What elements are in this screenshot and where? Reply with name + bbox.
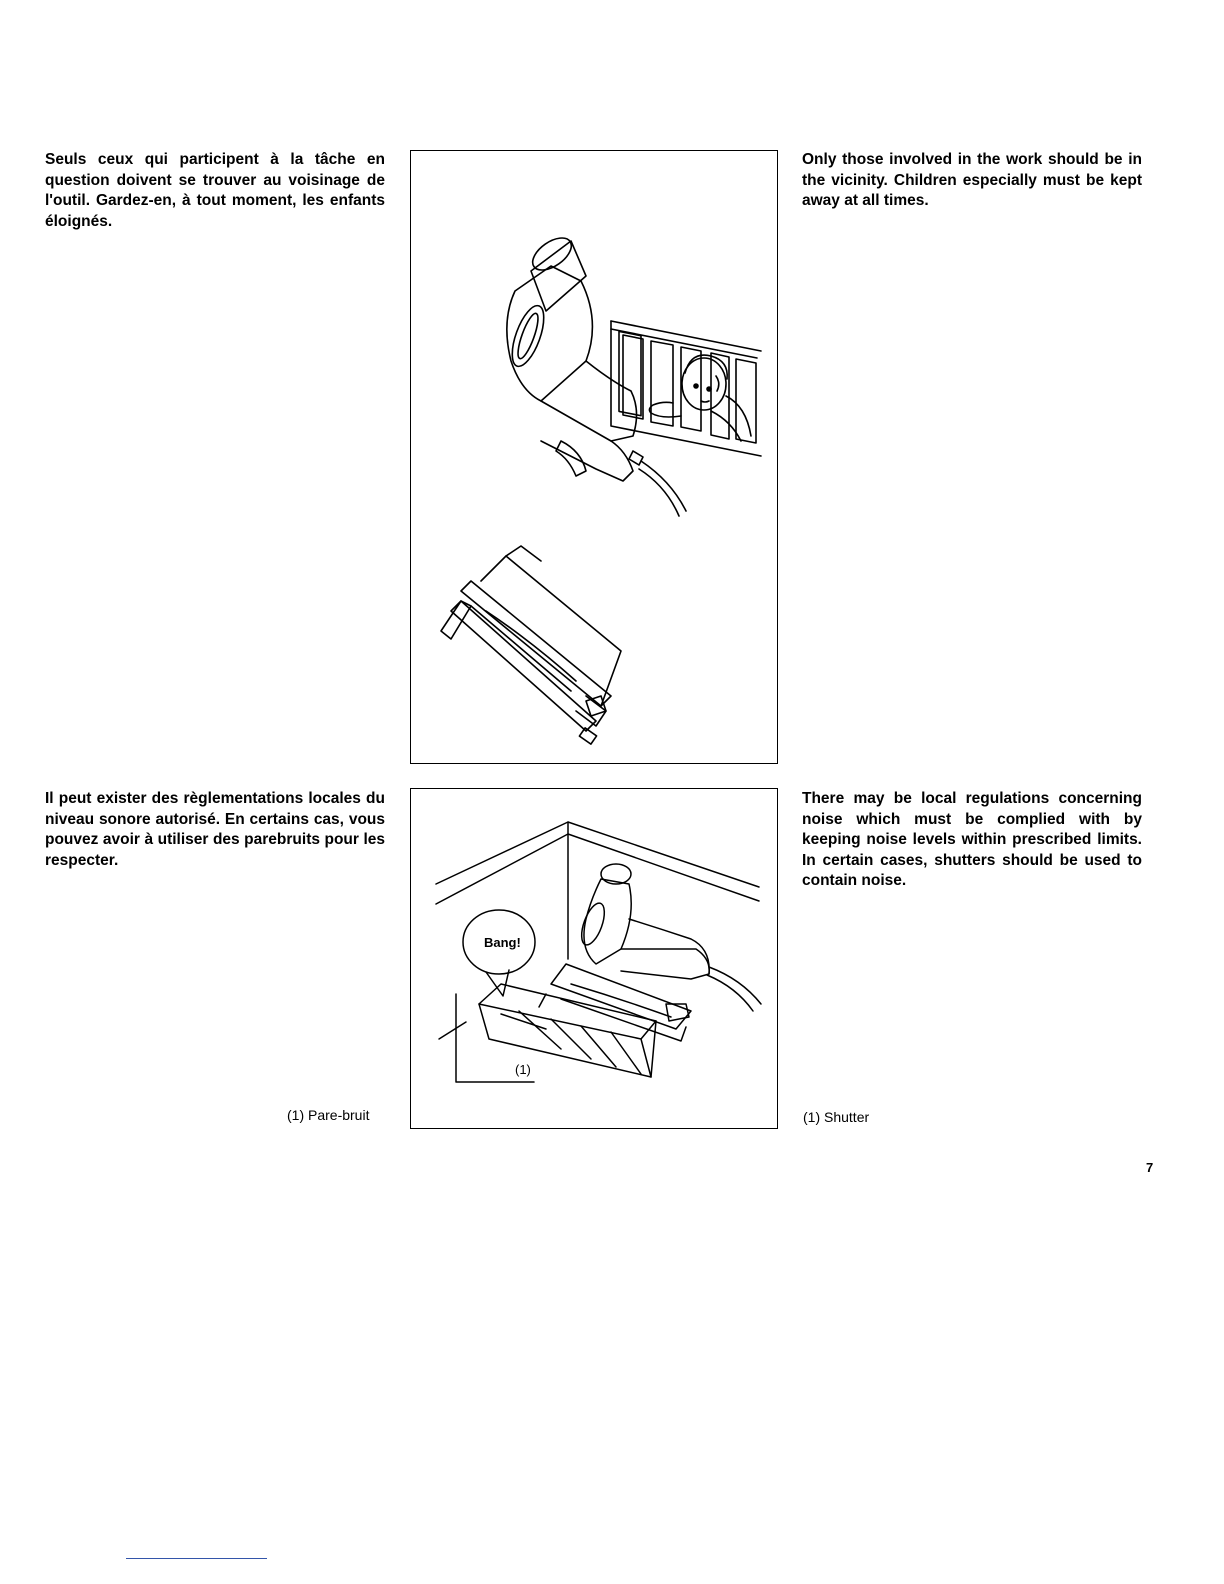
figure-callout-label: (1) (515, 1062, 531, 1077)
footer-rule (126, 1558, 267, 1559)
english-paragraph-children: Only those involved in the work should be in the vicinity. Children especially must be kept away at all times. (802, 151, 1142, 209)
figure-nailer-children-window (410, 150, 778, 764)
french-paragraph-children: Seuls ceux qui participent à la tâche en question doivent se trouver au voisinage de l'outil. Gardez-en, à tout moment, les enfants éloignés. (45, 151, 385, 230)
page-number: 7 (1146, 1160, 1154, 1175)
nailer-shutter-illustration (411, 789, 777, 1128)
english-caption: (1) Shutter (803, 1109, 870, 1125)
figure-nailer-shutter (410, 788, 778, 1129)
french-paragraph-noise: Il peut exister des règlementations locales du niveau sonore autorisé. En certains cas, vous pouvez avoir à utiliser des parebruits pour les respecter. (45, 790, 385, 869)
nailer-window-illustration (411, 151, 777, 763)
french-caption: (1) Pare-bruit (287, 1107, 370, 1123)
bang-bubble-text: Bang! (484, 935, 521, 950)
english-paragraph-noise: There may be local regulations concerning noise which must be complied with by keeping noise levels within prescribed limits. In certain cases, shutters should be used to contain noise. (802, 790, 1142, 889)
